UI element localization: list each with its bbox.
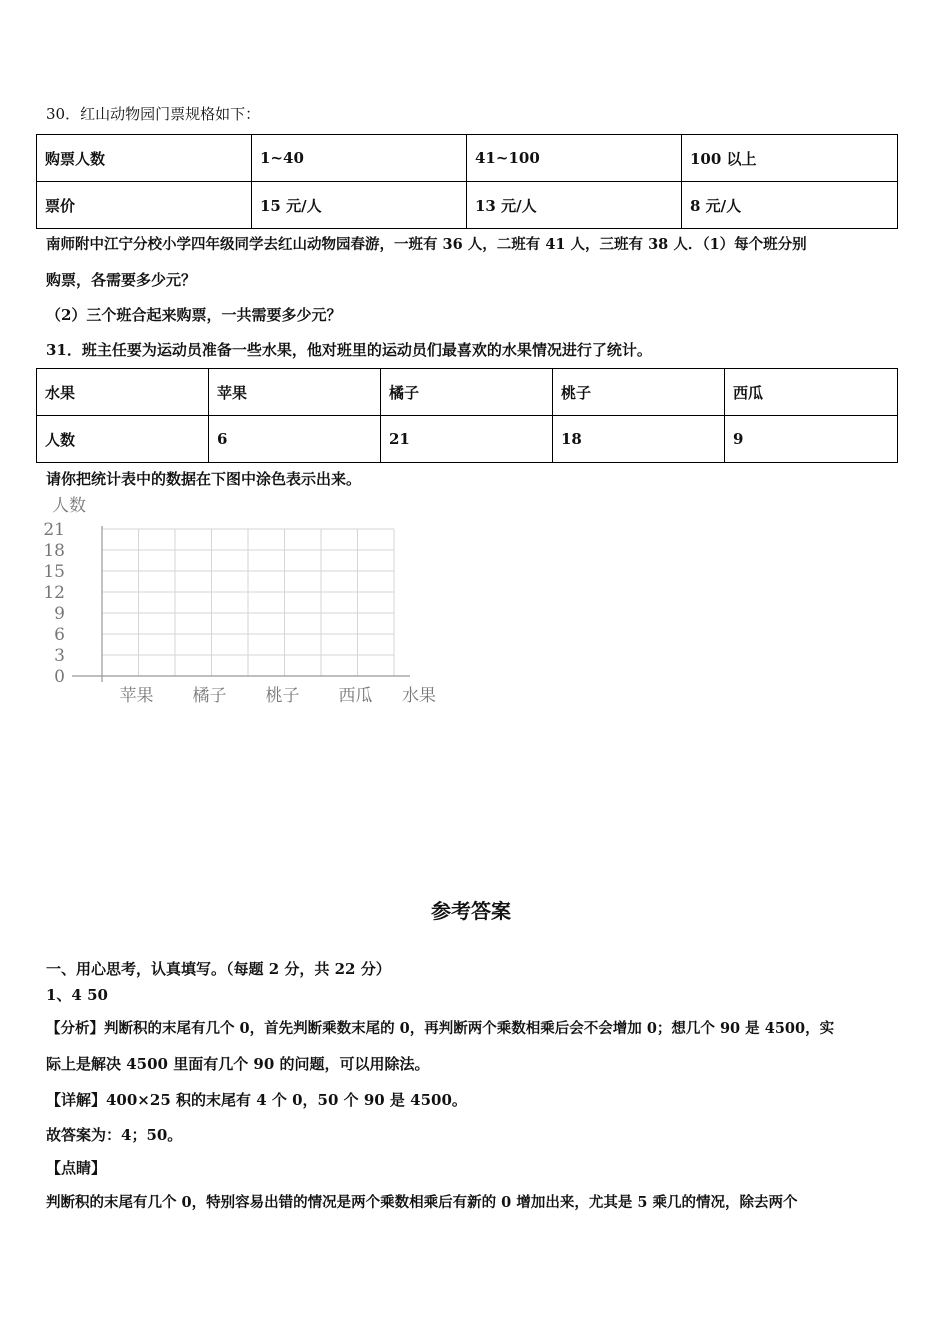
table-cell: 桃子 [553,369,725,416]
q30-text-line1: 南师附中江宁分校小学四年级同学去红山动物园春游，一班有 36 人，二班有 41 人，三班有 38 人．（1）每个班分别 [46,236,807,253]
table-cell: 6 [209,416,381,463]
table-cell: 1~40 [252,135,467,182]
x-axis-label: 水果 [402,686,436,706]
table-cell: 9 [725,416,898,463]
table-cell: 41~100 [467,135,682,182]
table-cell: 西瓜 [725,369,898,416]
analysis-line2: 际上是解决 4500 里面有几个 90 的问题，可以用除法。 [46,1055,430,1073]
table-cell: 橘子 [381,369,553,416]
q31-instruction: 请你把统计表中的数据在下图中涂色表示出来。 [46,470,362,488]
ticket-price-table [36,134,898,229]
point-label: 【点睛】 [46,1159,107,1177]
answers-heading: 参考答案 [431,899,511,923]
y-axis-label: 人数 [52,496,86,516]
chart-grid [102,529,394,676]
table-cell: 购票人数 [37,135,252,182]
x-tick-label: 桃子 [265,686,300,706]
table-cell: 8 元/人 [682,182,898,229]
y-tick-label: 9 [54,604,65,624]
answer-line: 故答案为：4；50。 [46,1126,183,1144]
q30-text-line2: 购票，各需要多少元？ [46,271,197,289]
q30-text-line3: （2）三个班合起来购票，一共需要多少元？ [46,306,342,324]
table-row [37,369,898,416]
blank-bar-chart [30,490,450,715]
table-row [37,416,898,463]
point-text: 判断积的末尾有几个 0，特别容易出错的情况是两个乘数相乘后有新的 0 增加出来，尤其是 5 乘几的情况，除去两个 [46,1194,798,1211]
table-cell: 100 以上 [682,135,898,182]
y-tick-label: 15 [43,562,65,582]
table-cell: 13 元/人 [467,182,682,229]
q31-title: 31．班主任要为运动员准备一些水果，他对班里的运动员们最喜欢的水果情况进行了统计。 [46,341,652,359]
y-tick-label: 0 [54,667,65,687]
y-tick-label: 18 [43,541,65,561]
y-tick-label: 21 [43,520,65,540]
y-tick-label: 6 [54,625,65,645]
table-cell: 人数 [37,416,209,463]
x-tick-label: 橘子 [192,686,227,706]
detail-line: 【详解】400×25 积的末尾有 4 个 0，50 个 90 是 4500。 [46,1091,467,1109]
table-cell: 15 元/人 [252,182,467,229]
table-row [37,135,898,182]
y-tick-label: 12 [43,583,65,603]
table-cell: 21 [381,416,553,463]
table-cell: 票价 [37,182,252,229]
answer-item-1: 1、4 50 [46,986,108,1004]
section-heading: 一、用心思考，认真填写。（每题 2 分，共 22 分） [46,960,391,978]
analysis-line1: 【分析】判断积的末尾有几个 0，首先判断乘数末尾的 0，再判断两个乘数相乘后会不会增加 0；想几个 90 是 4500，实 [46,1020,835,1037]
y-tick-label: 3 [54,646,65,666]
q30-title: 30．红山动物园门票规格如下： [46,105,261,123]
table-cell: 18 [553,416,725,463]
table-cell: 苹果 [209,369,381,416]
table-row [37,182,898,229]
table-cell: 水果 [37,369,209,416]
x-tick-label: 西瓜 [338,686,373,706]
fruit-stats-table [36,368,898,463]
x-tick-label: 苹果 [119,686,154,706]
